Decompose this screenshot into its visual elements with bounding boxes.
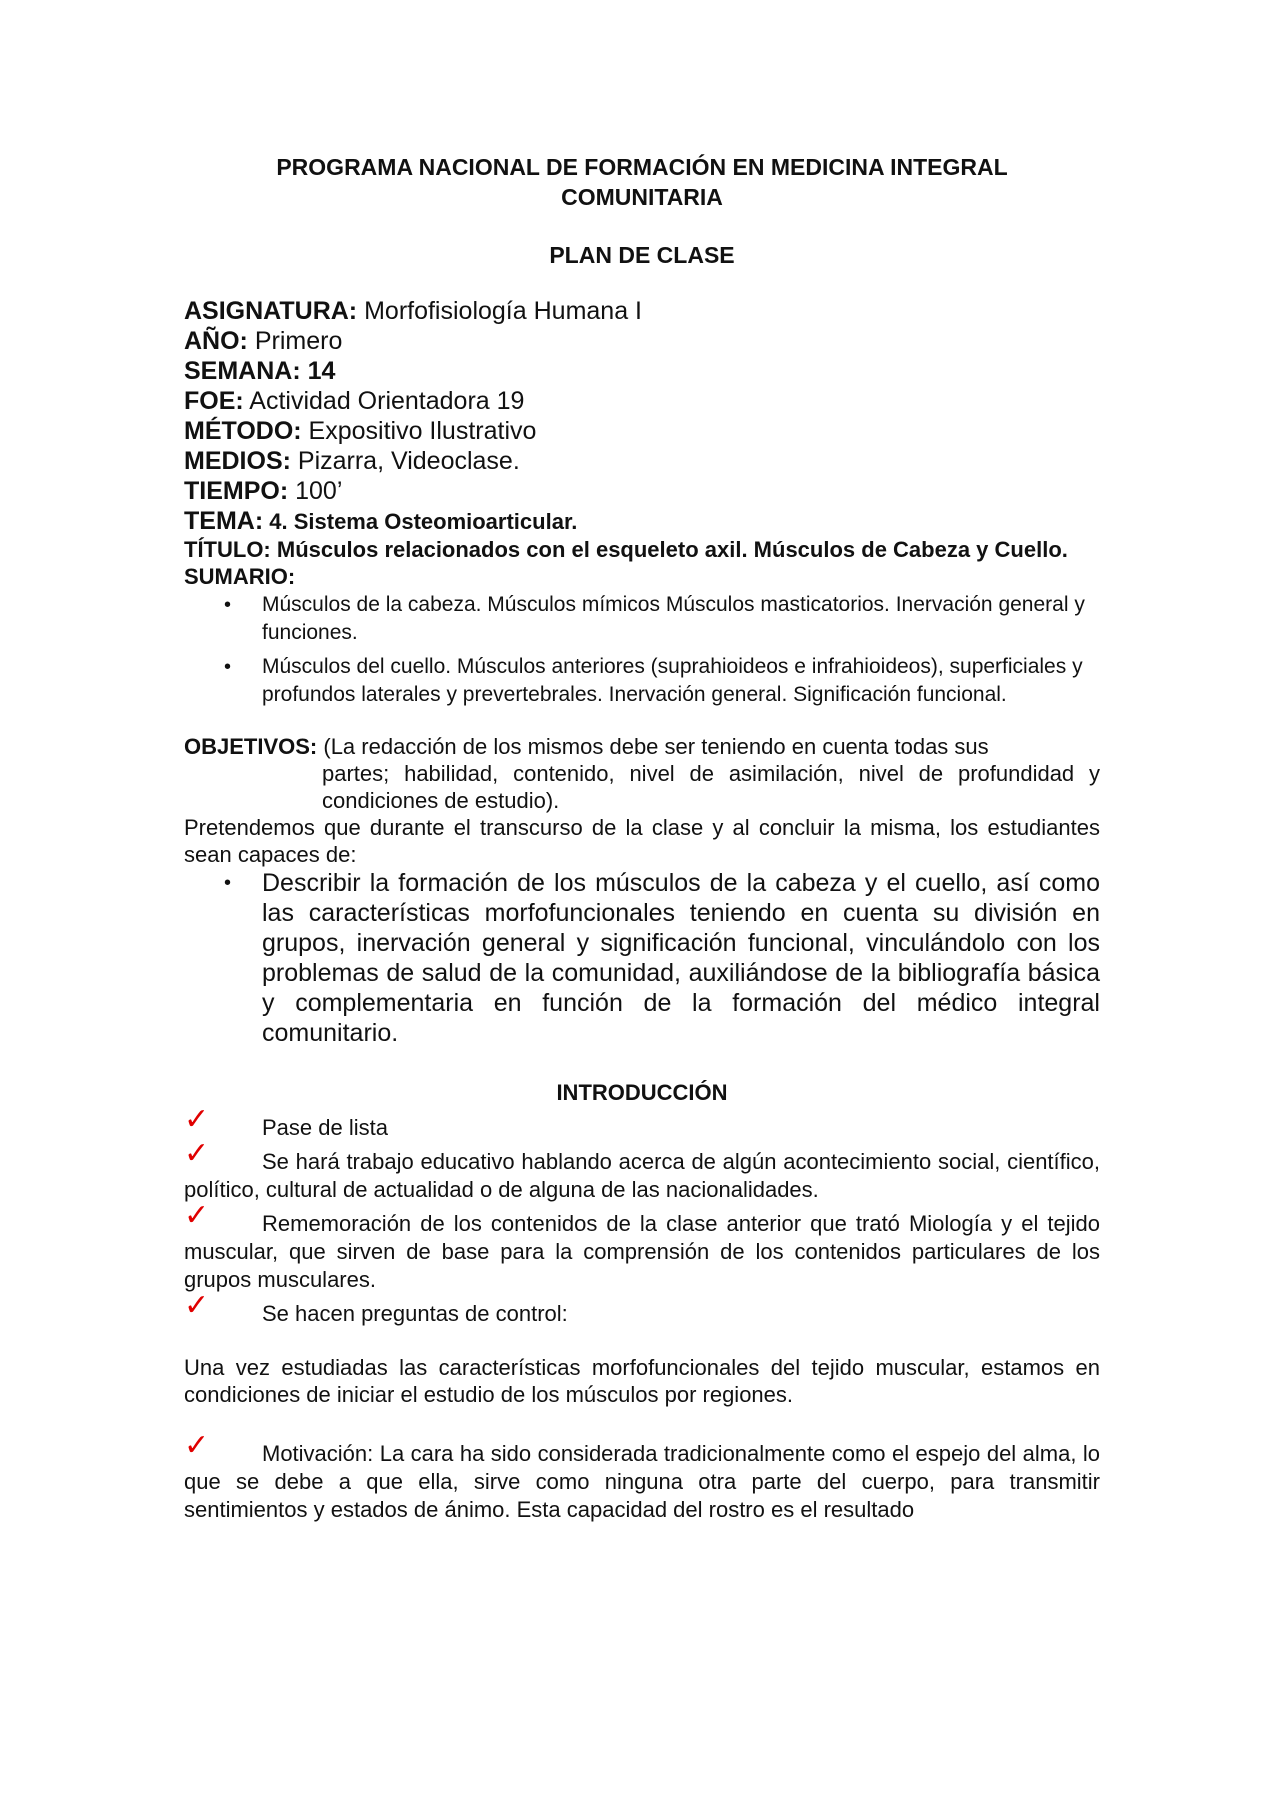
check-text: Rememoración de los contenidos de la clase anterior que trató Miología y el tejido muscular, que sirven de base para la comprensión de los contenidos particulares de los grupos musculares. [184, 1211, 1100, 1292]
field-label: MEDIOS: [184, 447, 291, 475]
objetivos-label: OBJETIVOS: [184, 734, 318, 759]
check-item [184, 1289, 1100, 1328]
field-tiempo [184, 476, 1100, 506]
field-value: Actividad Orientadora 19 [243, 387, 525, 415]
field-semana [184, 356, 1100, 386]
field-value: 100’ [288, 477, 343, 505]
objetivos-list [184, 868, 1100, 1048]
field-value: Expositivo Ilustrativo [301, 417, 537, 445]
field-label: MÉTODO: [184, 417, 302, 445]
checkmark-icon: ✓ [184, 1137, 210, 1170]
field-foe [184, 386, 1100, 416]
program-title-line2: COMUNITARIA [561, 184, 723, 210]
introduccion-title: INTRODUCCIÓN [556, 1080, 728, 1105]
check-text: Motivación: La cara ha sido considerada tradicionalmente como el espejo del alma, lo que se debe a que ella, sirve como ninguna otra parte del cuerpo, para transmitir sentimientos y estados de ánimo. Esta capacidad del rostro es el resultado [184, 1441, 1100, 1522]
class-title: TÍTULO: Músculos relacionados con el esqueleto axil. Músculos de Cabeza y Cuello. [184, 537, 1068, 562]
fields-block [184, 296, 1100, 537]
checkmark-icon: ✓ [184, 1289, 210, 1322]
list-item: • Describir la formación de los músculos de la cabeza y el cuello, así como las características morfofuncionales teniendo en cuenta su división en grupos, inervación general y significación funcional, vinculándolo con los problemas de salud de la comunidad, auxiliándose de la bibliografía básica y complementaria en función de la formación del médico integral comunitario. [262, 868, 1100, 1048]
objetivos-text-rest: partes; habilidad, contenido, nivel de asimilación, nivel de profundidad y condiciones de estudio). [322, 761, 1100, 813]
sumario-list [184, 591, 1100, 709]
checkmark-icon: ✓ [184, 1199, 210, 1232]
plan-title: PLAN DE CLASE [549, 242, 735, 268]
program-title-line1: PROGRAMA NACIONAL DE FORMACIÓN EN MEDICINA INTEGRAL [276, 154, 1008, 180]
check-text: Pase de lista [262, 1115, 388, 1140]
field-value: Pizarra, Videoclase. [290, 447, 520, 475]
check-item [184, 1429, 1100, 1524]
field-value: Primero [247, 327, 343, 355]
check-item [184, 1199, 1100, 1294]
sumario-label: SUMARIO: [184, 564, 296, 589]
field-label: FOE: [184, 387, 244, 415]
program-title [184, 152, 1100, 212]
objetivos-intro: Pretendemos que durante el transcurso de la clase y al concluir la misma, los estudiantes sean capaces de: [184, 815, 1100, 867]
field-metodo [184, 416, 1100, 446]
objetivos-block [184, 733, 1100, 814]
field-tema [184, 506, 1100, 537]
introduccion-paragraph: Una vez estudiadas las características morfofuncionales del tejido muscular, estamos en condiciones de iniciar el estudio de los músculos por regiones. [184, 1355, 1100, 1407]
check-text: Se hará trabajo educativo hablando acerca de algún acontecimiento social, científico, político, cultural de actualidad o de alguna de las nacionalidades. [184, 1149, 1100, 1202]
objetivos-text: (La redacción de los mismos debe ser teniendo en cuenta todas sus [317, 734, 989, 759]
field-asignatura [184, 296, 1100, 326]
field-label: ASIGNATURA: [184, 297, 358, 325]
objetivos-first-line [184, 733, 1100, 760]
field-label: SEMANA: 14 [184, 357, 336, 385]
field-medios [184, 446, 1100, 476]
check-item [184, 1103, 1100, 1142]
checkmark-icon: ✓ [184, 1429, 210, 1462]
list-item: • Músculos del cuello. Músculos anteriores (suprahioideos e infrahioideos), superficiales y profundos laterales y prevertebrales. Inervación general. Significación funcional. [262, 653, 1100, 709]
field-label: AÑO: [184, 327, 248, 355]
field-ano [184, 326, 1100, 356]
check-item [184, 1137, 1100, 1204]
field-value: 4. Sistema Osteomioarticular. [263, 509, 578, 534]
document-content [184, 152, 1100, 1524]
checkmark-icon: ✓ [184, 1103, 210, 1136]
field-label: TIEMPO: [184, 477, 289, 505]
list-item: • Músculos de la cabeza. Músculos mímicos Músculos masticatorios. Inervación general y funciones. [262, 591, 1100, 647]
check-text: Se hacen preguntas de control: [262, 1301, 568, 1326]
field-value: Morfofisiología Humana I [357, 297, 642, 325]
field-label: TEMA: [184, 507, 264, 535]
